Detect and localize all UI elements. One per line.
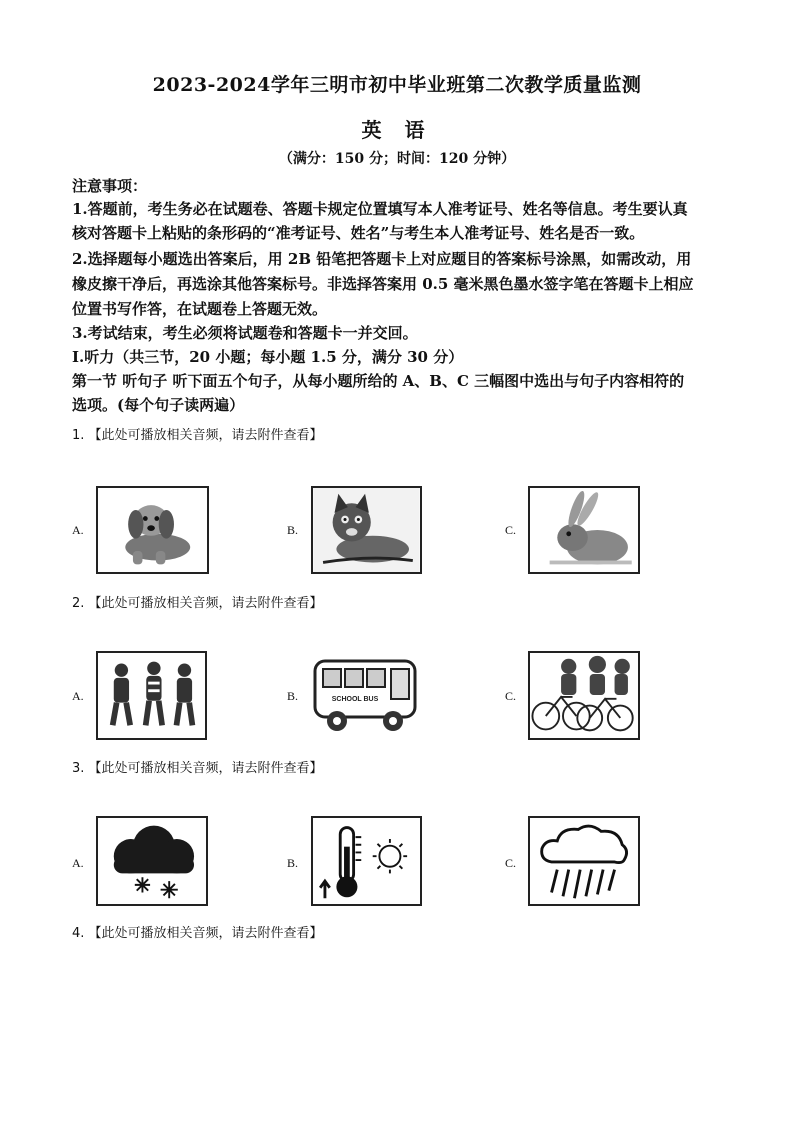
section-heading: Ⅰ.听力（共三节，20 小题；每小题 1.5 分，满分 30 分）	[72, 348, 464, 366]
notes-line: 橡皮擦干净后，再选涂其他答案标号。非选择答案用 0.5 毫米黑色墨水签字笔在答题卡上相应	[72, 275, 694, 293]
question-2-label: 2. 【此处可播放相关音频，请去附件查看】	[72, 596, 323, 611]
notes-line: 1.答题前，考生务必在试题卷、答题卡规定位置填写本人准考证号、姓名等信息。考生要认真	[72, 200, 688, 218]
hot-thermometer-icon[interactable]	[311, 816, 422, 906]
exam-meta: （满分：150 分；时间：120 分钟）	[278, 151, 516, 167]
notes-heading: 注意事项：	[72, 177, 148, 195]
notes-line: 位置书写作答，在试题卷上答题无效。	[72, 300, 328, 318]
option-label: A.	[72, 689, 84, 703]
option-label: C.	[505, 523, 517, 537]
question-4-label: 4. 【此处可播放相关音频，请去附件查看】	[72, 926, 323, 941]
notes-line: 2.选择题每小题选出答案后，用 2B 铅笔把答题卡上对应题目的答案标号涂黑，如需改动，用	[72, 250, 692, 268]
option-label: C.	[505, 856, 517, 870]
school-bus-icon[interactable]	[311, 651, 422, 740]
option-label: A.	[72, 523, 84, 537]
option-label: A.	[72, 856, 84, 870]
question-3-label: 3. 【此处可播放相关音频，请去附件查看】	[72, 761, 323, 776]
rabbit-icon[interactable]	[528, 486, 640, 574]
puppy-icon[interactable]	[96, 486, 209, 574]
option-label: B.	[287, 523, 299, 537]
kitten-icon[interactable]	[311, 486, 422, 574]
question-1-label: 1. 【此处可播放相关音频，请去附件查看】	[72, 428, 323, 443]
section-instruction: 选项。(每个句子读两遍）	[72, 396, 245, 414]
snow-cloud-icon[interactable]	[96, 816, 208, 906]
notes-line: 核对答题卡上粘贴的条形码的“准考证号、姓名”与考生本人准考证号、姓名是否一致。	[72, 224, 645, 242]
option-label: B.	[287, 856, 299, 870]
walking-kids-icon[interactable]	[96, 651, 207, 740]
notes-line: 3.考试结束，考生必须将试题卷和答题卡一并交回。	[72, 324, 418, 342]
bus-text: SCHOOL BUS	[331, 696, 379, 703]
rain-cloud-icon[interactable]	[528, 816, 640, 906]
option-label: C.	[505, 689, 517, 703]
subject-title: 英 语	[361, 118, 433, 142]
cycling-kids-icon[interactable]	[528, 651, 640, 740]
page-title: 2023-2024学年三明市初中毕业班第二次教学质量监测	[152, 74, 642, 96]
section-instruction: 第一节 听句子 听下面五个句子，从每小题所给的 A、B、C 三幅图中选出与句子内容相符的	[72, 372, 685, 390]
option-label: B.	[287, 689, 299, 703]
